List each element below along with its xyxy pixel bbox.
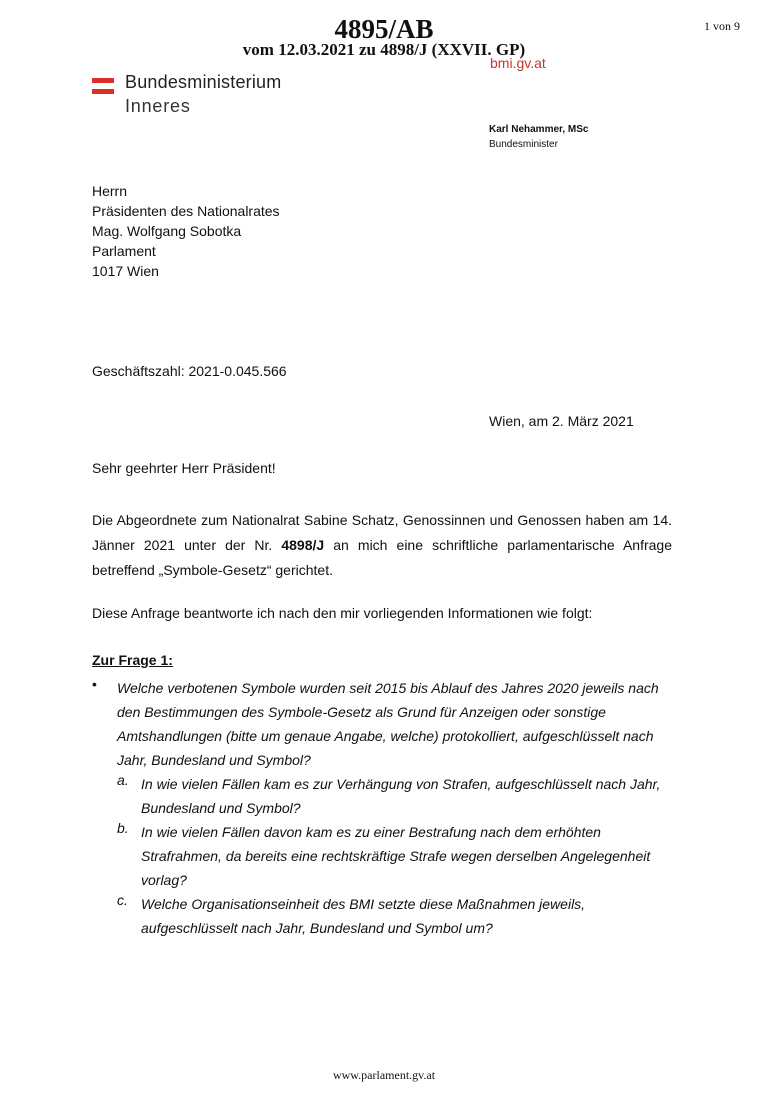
sub-question-letter: c. [117,892,128,908]
intro-text-after: an mich eine schriftliche parlamentarische Anfrage betreffend „Symbole-Gesetz“ gerichtet. [92,537,673,578]
logo-text-department: Inneres [125,96,191,116]
document-subtitle: vom 12.03.2021 zu 4898/J (XXVII. GP) [242,40,526,59]
footer-url[interactable]: www.parlament.gv.at [332,1068,436,1082]
austrian-flag-icon [92,78,114,94]
sub-question-text: In wie vielen Fällen davon kam es zu einer Bestrafung nach dem erhöhten Strafrahmen, da bereits eine rechtskräftige Strafe wegen derselben Angelegenheit vorlag? [141,824,651,888]
sub-question-text: In wie vielen Fällen kam es zur Verhängung von Strafen, aufgeschlüsselt nach Jahr, Bundesland und Symbol? [141,776,661,816]
address-line: Parlament [92,243,156,259]
document-number: 4895/AB [334,14,434,44]
salutation: Sehr geehrter Herr Präsident! [92,460,276,476]
address-line: 1017 Wien [92,263,159,279]
letter-date: Wien, am 2. März 2021 [489,413,634,429]
website-link[interactable]: bmi.gv.at [490,55,546,71]
answer-intro: Diese Anfrage beantworte ich nach den mir vorliegenden Informationen wie folgt: [92,605,593,621]
inquiry-number: 4898/J [281,537,325,553]
reference-number: Geschäftszahl: 2021-0.045.566 [92,363,287,379]
logo-text-ministry: Bundesministerium [125,72,282,92]
recipient-address [92,181,280,281]
address-line: Herrn [92,183,128,199]
sub-question-text: Welche Organisationseinheit des BMI setzte diese Maßnahmen jeweils, aufgeschlüsselt nach Jahr, Bundesland und Symbol um? [141,896,586,936]
address-line: Mag. Wolfgang Sobotka [92,223,242,239]
intro-paragraph [92,508,672,583]
intro-text-before: Die Abgeordnete zum Nationalrat Sabine Schatz, Genossinnen und Genossen haben am 14. Jänner 2021 unter der Nr. [92,512,672,553]
address-line: Präsidenten des Nationalrates [92,203,280,219]
sub-question-letter: a. [117,772,129,788]
question-heading: Zur Frage 1: [92,652,173,668]
sub-question-letter: b. [117,820,129,836]
bullet-icon: • [92,676,97,692]
question-text: Welche verbotenen Symbole wurden seit 2015 bis Ablauf des Jahres 2020 jeweils nach den Bestimmungen des Symbole-Gesetz als Grund für Anzeigen oder sonstige Amtshandlungen (bitte um genaue Angabe, welche) protokolliert, aufgeschlüsselt nach Jahr, Bundesland und Symbol? [117,680,659,768]
sender-name: Karl Nehammer, MSc [489,124,589,135]
sender-role: Bundesminister [489,139,558,150]
page-counter: 1 von 9 [704,19,740,33]
